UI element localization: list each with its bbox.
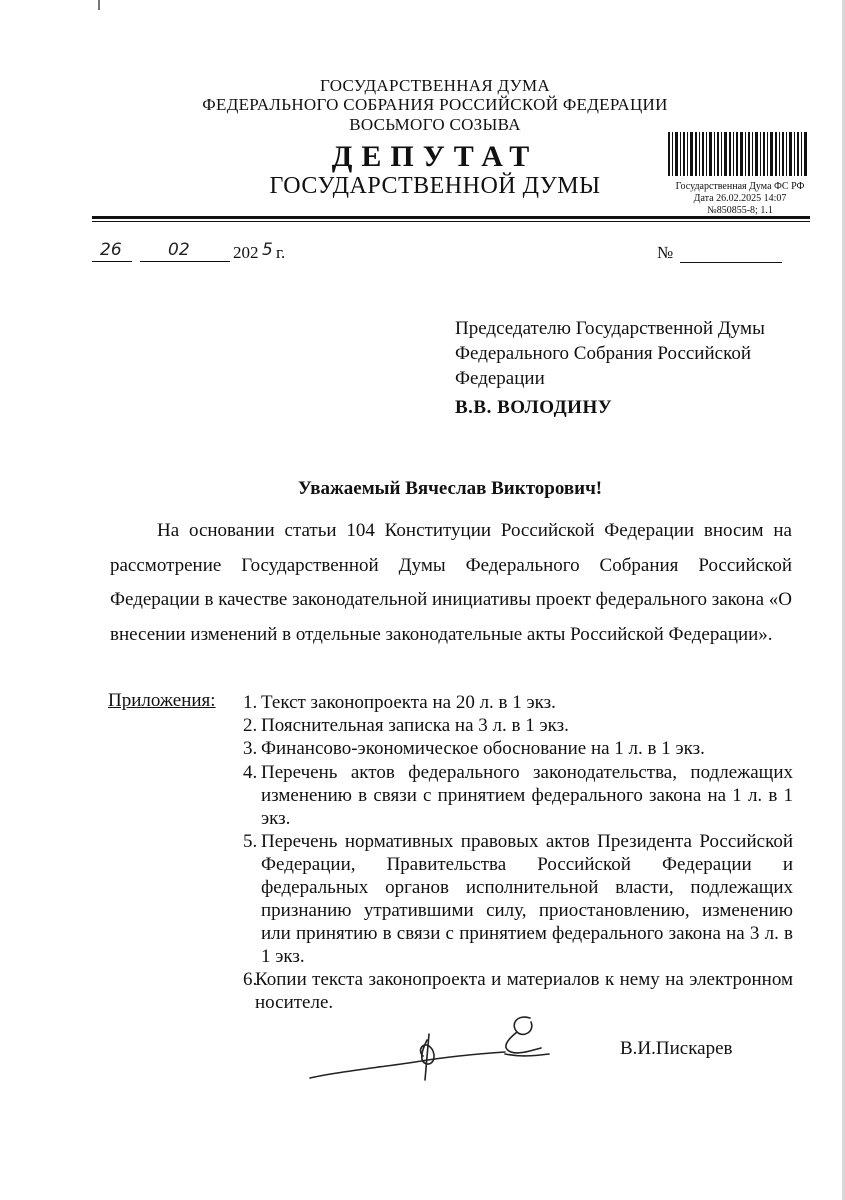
recipient-name: В.В. ВОЛОДИНУ xyxy=(455,397,613,418)
handwritten-signature xyxy=(305,1010,555,1090)
letterhead-divider-thick xyxy=(92,216,810,219)
body-paragraph: На основании статьи 104 Конституции Российской Федерации вносим на рассмотрение Государственной Думы Федерального Собрания Российской Федерации в качестве законодательной инициативы проект федерального закона «О внесении изменений в отдельные законодательные акты Российской Федерации». xyxy=(110,520,792,645)
attachment-text: Текст законопроекта на 20 л. в 1 экз. xyxy=(261,692,556,713)
attachment-number: 1. xyxy=(243,692,258,713)
number-underline xyxy=(680,261,782,263)
date-day-underline xyxy=(92,260,132,262)
attachment-text: Перечень актов федерального законодательства, подлежащих изменению в связи с принятием федерального закона на 1 л. в 1 экз. xyxy=(261,762,793,829)
letterhead-subtitle: ГОСУДАРСТВЕННОЙ ДУМЫ xyxy=(269,173,601,199)
number-label: № xyxy=(657,243,674,262)
date-month: 02 xyxy=(168,240,190,260)
date-suffix: г. xyxy=(276,243,286,262)
recipient-line-1: Председателю Государственной Думы xyxy=(455,318,765,339)
scan-mark xyxy=(98,0,100,10)
attachment-text: Перечень нормативных правовых актов Президента Российской Федерации, Правительства Российской Федерации и федеральных органов исполнительной власти, подлежащих признанию утратившими силу, приостановлению, изменению или принятию в связи с принятием федерального закона на 3 л. в 1 экз. xyxy=(261,831,793,967)
org-name-line-3: ВОСЬМОГО СОЗЫВА xyxy=(349,115,521,134)
recipient-line-3: Федерации xyxy=(455,368,545,389)
attachment-number: 2. xyxy=(243,715,258,736)
signer-name: В.И.Пискарев xyxy=(620,1038,733,1059)
registration-stamp-line-3: №850855-8; 1.1 xyxy=(707,205,773,216)
attachment-number: 3. xyxy=(243,738,258,759)
org-name-line-1: ГОСУДАРСТВЕННАЯ ДУМА xyxy=(320,76,550,95)
date-year-prefix: 202 xyxy=(233,243,259,262)
registration-stamp-line-1: Государственная Дума ФС РФ xyxy=(675,181,805,192)
registration-stamp-line-2: Дата 26.02.2025 14:07 xyxy=(693,193,787,204)
attachment-text: Финансово-экономическое обоснование на 1 л. в 1 экз. xyxy=(261,738,705,759)
attachment-text: Копии текста законопроекта и материалов к нему на электронном носителе. xyxy=(255,969,793,1013)
attachment-number: 4. xyxy=(243,762,258,783)
attachment-number: 5. xyxy=(243,831,258,852)
letterhead-divider-thin xyxy=(92,221,810,222)
org-name-line-2: ФЕДЕРАЛЬНОГО СОБРАНИЯ РОССИЙСКОЙ ФЕДЕРАЦИИ xyxy=(202,95,668,114)
attachments-label: Приложения: xyxy=(108,690,216,711)
letterhead-title: ДЕПУТАТ xyxy=(331,140,539,173)
attachment-number: 6. xyxy=(243,969,258,990)
recipient-line-2: Федерального Собрания Российской xyxy=(455,343,752,364)
date-month-underline xyxy=(140,260,230,262)
date-year-handwritten: 5 xyxy=(262,240,273,260)
date-day: 26 xyxy=(100,240,122,260)
attachment-text: Пояснительная записка на 3 л. в 1 экз. xyxy=(261,715,569,736)
salutation: Уважаемый Вячеслав Викторович! xyxy=(297,478,603,499)
barcode-icon xyxy=(668,132,808,176)
